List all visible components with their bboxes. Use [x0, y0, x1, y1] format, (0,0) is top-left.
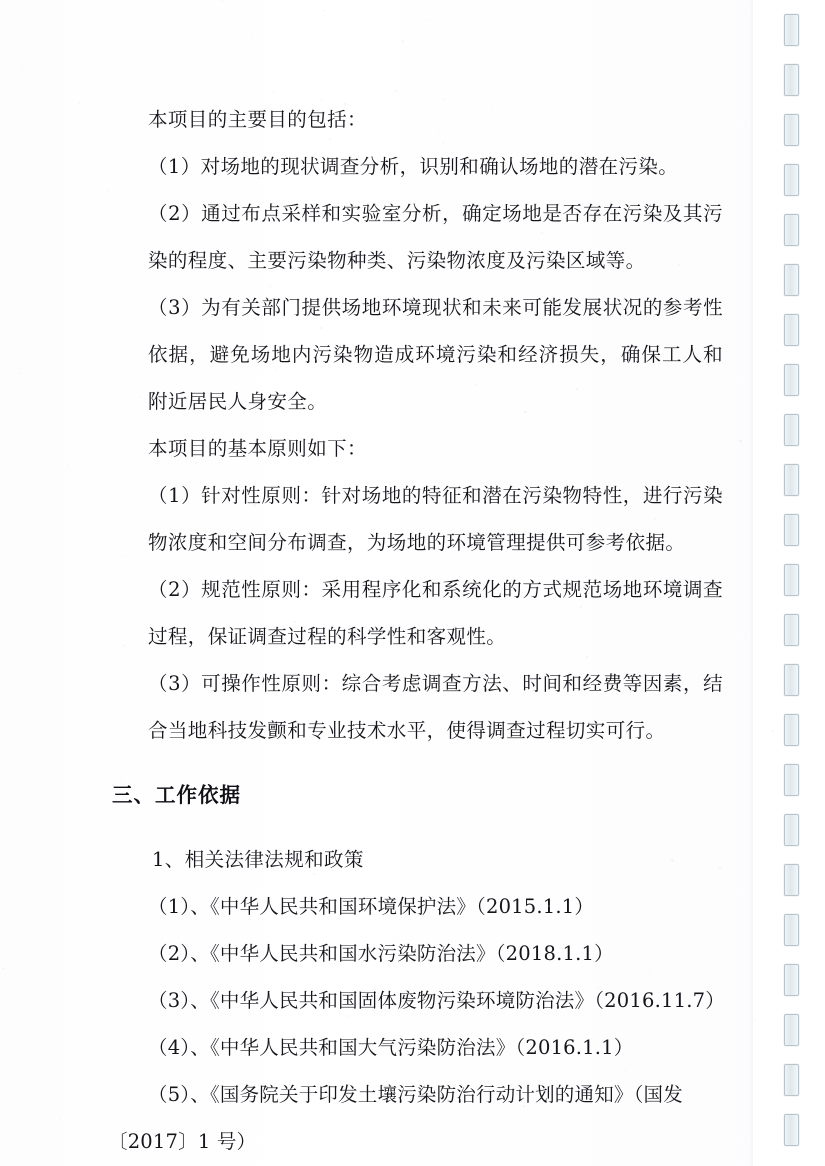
reference-item-continuation: 〔2017〕1 号） — [108, 1130, 257, 1153]
binding-hole — [784, 914, 799, 946]
reference-item: （3）、《中华人民共和国固体废物污染环境防治法》（2016.11.7） — [148, 989, 725, 1012]
reference-item: （2）、《中华人民共和国水污染防治法》（2018.1.1） — [148, 942, 614, 965]
binding-hole — [784, 1014, 799, 1046]
reference-item: （1）、《中华人民共和国环境保护法》（2015.1.1） — [148, 895, 595, 918]
binding-hole — [784, 364, 799, 396]
paragraph: （1）针对性原则：针对场地的特征和潜在污染物特性，进行污染物浓度和空间分布调查，为场地的环境管理提供可参考依据。 — [148, 484, 723, 554]
binding-hole — [784, 314, 799, 346]
binding-hole — [784, 264, 799, 296]
paragraph: （3）为有关部门提供场地环境现状和未来可能发展状况的参考性依据，避免场地内污染物造成环境污染和经济损失，确保工人和附近居民人身安全。 — [148, 296, 723, 413]
binding-hole — [784, 164, 799, 196]
binding-hole — [784, 514, 799, 546]
binding-hole — [784, 114, 799, 146]
binding-hole — [784, 1064, 799, 1096]
binding-hole — [784, 1114, 799, 1146]
paragraph: （3）可操作性原则：综合考虑调查方法、时间和经费等因素，结合当地科技发颤和专业技术水平，使得调查过程切实可行。 — [148, 672, 723, 742]
binding-hole — [784, 764, 799, 796]
binding-hole — [784, 614, 799, 646]
binding-hole — [784, 14, 799, 46]
binding-hole — [784, 414, 799, 446]
binding-comb-holes — [753, 0, 825, 1166]
paragraph: 本项目的主要目的包括： — [148, 108, 367, 131]
paragraph: （2）规范性原则：采用程序化和系统化的方式规范场地环境调查过程，保证调查过程的科学性和客观性。 — [148, 578, 723, 648]
paragraph: （1）对场地的现状调查分析，识别和确认场地的潜在污染。 — [148, 155, 679, 178]
binding-hole — [784, 814, 799, 846]
binding-hole — [784, 664, 799, 696]
section-heading: 三、工作依据 — [112, 783, 241, 807]
binding-hole — [784, 714, 799, 746]
binding-hole — [784, 864, 799, 896]
reference-item: （4）、《中华人民共和国大气污染防治法》（2016.1.1） — [148, 1036, 634, 1059]
binding-hole — [784, 214, 799, 246]
binding-hole — [784, 64, 799, 96]
document-body — [108, 96, 723, 1165]
paragraph: 本项目的基本原则如下： — [148, 437, 367, 460]
binding-hole — [784, 564, 799, 596]
binding-hole — [784, 464, 799, 496]
binding-hole — [784, 964, 799, 996]
subsection-heading: 1、相关法律法规和政策 — [152, 848, 364, 871]
reference-item: （5）、《国务院关于印发土壤污染防治行动计划的通知》（国发 — [148, 1083, 683, 1106]
paragraph: （2）通过布点采样和实验室分析，确定场地是否存在污染及其污染的程度、主要污染物种类、污染物浓度及污染区域等。 — [148, 202, 723, 272]
